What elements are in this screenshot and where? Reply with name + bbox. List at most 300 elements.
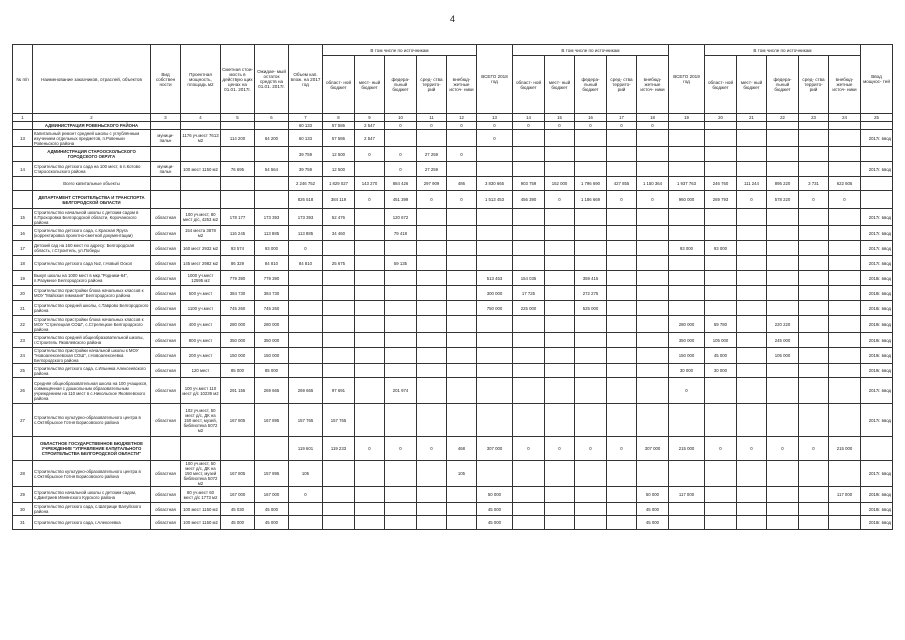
value-cell (669, 122, 705, 130)
value-cell (705, 147, 737, 162)
value-cell (737, 516, 767, 530)
value-cell (323, 516, 355, 530)
investment-table (12, 44, 893, 530)
capacity-cell: 100 мест 1150 м2 (181, 162, 221, 177)
value-cell: 3 830 665 (477, 177, 513, 191)
value-cell: 59 780 (705, 316, 737, 333)
value-cell: 297 909 (417, 177, 447, 191)
src-2017-4: внебюд- жетные источ- ники (447, 56, 477, 114)
ownership-cell: областная (151, 503, 181, 516)
value-cell (221, 147, 255, 162)
value-cell (385, 404, 417, 437)
row-number (13, 177, 33, 191)
row-number: 13 (13, 130, 33, 147)
value-cell (607, 209, 637, 226)
value-cell (417, 404, 447, 437)
value-cell (799, 271, 829, 286)
object-name: ОБЛАСТНОЕ ГОСУДАРСТВЕННОЕ БЮДЖЕТНОЕ УЧРЕЖДЕНИЕ "УПРАВЛЕНИЕ КАПИТАЛЬНОГО СТРОИТЕЛЬСТВА БЕЛГОРОДСКОЙ ОБЛАСТИ" (33, 437, 151, 461)
value-cell (705, 487, 737, 503)
value-cell (575, 333, 607, 348)
value-cell (323, 316, 355, 333)
row-number: 24 (13, 348, 33, 364)
value-cell: 93 574 (221, 241, 255, 256)
column-number: 6 (255, 114, 289, 122)
column-number: 2 (33, 114, 151, 122)
value-cell: 513 453 (477, 271, 513, 286)
commission-cell (861, 437, 893, 461)
ownership-cell: областная (151, 301, 181, 316)
table-row (13, 271, 893, 286)
capacity-cell (181, 177, 221, 191)
value-cell (669, 301, 705, 316)
capacity-cell: 160 мест 2932 м2 (181, 241, 221, 256)
value-cell (705, 209, 737, 226)
value-cell (799, 147, 829, 162)
value-cell: 0 (289, 241, 323, 256)
row-number: 16 (13, 226, 33, 241)
value-cell: 12 500 (323, 162, 355, 177)
value-cell (705, 301, 737, 316)
column-number: 9 (355, 114, 385, 122)
value-cell: 1 937 763 (669, 177, 705, 191)
src-2018-3: сред- ства террито- рий (607, 56, 637, 114)
ownership-cell: областная (151, 487, 181, 503)
value-cell: 745 260 (255, 301, 289, 316)
value-cell (737, 503, 767, 516)
ownership-cell: областная (151, 286, 181, 301)
value-cell (637, 348, 669, 364)
value-cell: 2 547 (355, 130, 385, 147)
column-number: 20 (705, 114, 737, 122)
value-cell (447, 301, 477, 316)
value-cell (323, 487, 355, 503)
value-cell (575, 162, 607, 177)
ownership-cell: областная (151, 209, 181, 226)
value-cell (607, 301, 637, 316)
header-kind: Вид собствен ности (151, 45, 181, 114)
header-remain: Ожидае- мый остаток средств на 01.01. 2017г. (255, 45, 289, 114)
value-cell (447, 256, 477, 271)
value-cell (417, 256, 447, 271)
value-cell: 0 (385, 162, 417, 177)
value-cell (355, 503, 385, 516)
value-cell (637, 286, 669, 301)
value-cell (385, 301, 417, 316)
ownership-cell (151, 177, 181, 191)
value-cell: 27 259 (417, 162, 447, 177)
table-row (13, 348, 893, 364)
value-cell (799, 503, 829, 516)
value-cell (447, 503, 477, 516)
value-cell (545, 364, 575, 378)
header-vol2018: ВСЕГО 2018 год (477, 45, 513, 114)
value-cell (355, 333, 385, 348)
value-cell (447, 162, 477, 177)
value-cell (575, 226, 607, 241)
value-cell (417, 333, 447, 348)
value-cell (545, 378, 575, 404)
section-row (13, 437, 893, 461)
value-cell: 30 000 (705, 364, 737, 378)
table-body (13, 122, 893, 530)
column-number: 3 (151, 114, 181, 122)
column-number: 5 (221, 114, 255, 122)
value-cell (829, 147, 861, 162)
value-cell (355, 256, 385, 271)
value-cell (737, 162, 767, 177)
object-name: Строительство детского сада, г.Алексеевка (33, 516, 151, 530)
value-cell (477, 461, 513, 487)
commission-cell: 2019г. ввод (861, 316, 893, 333)
value-cell: 167 000 (255, 487, 289, 503)
value-cell: 111 244 (737, 177, 767, 191)
value-cell: 85 000 (221, 364, 255, 378)
column-number: 11 (417, 114, 447, 122)
commission-cell: 2017г. ввод (861, 404, 893, 437)
commission-cell: 2019г. ввод (861, 348, 893, 364)
value-cell (637, 301, 669, 316)
object-name: Всего капитальные объекты (33, 177, 151, 191)
object-name: Выкуп школы на 1000 мест в мкр."Родники-84", п.Разумное Белгородского района (33, 271, 151, 286)
value-cell (323, 241, 355, 256)
value-cell: 57 586 (323, 122, 355, 130)
value-cell: 0 (607, 437, 637, 461)
commission-cell: 2018г. ввод (861, 503, 893, 516)
row-number: 25 (13, 364, 33, 378)
value-cell (799, 404, 829, 437)
ownership-cell: муници- пальн (151, 130, 181, 147)
capacity-cell (181, 191, 221, 209)
object-name: Детский сад на 160 мест по адресу: Белгородская область, г.Строитель, ул.Победы (33, 241, 151, 256)
value-cell: 59 135 (385, 256, 417, 271)
value-cell (447, 348, 477, 364)
column-number: 7 (289, 114, 323, 122)
value-cell (737, 461, 767, 487)
column-number-row (13, 114, 893, 122)
value-cell: 0 (355, 437, 385, 461)
value-cell (767, 122, 799, 130)
header-group-2018: В том числе по источникам (513, 45, 669, 56)
value-cell: 150 000 (221, 348, 255, 364)
value-cell (355, 404, 385, 437)
value-cell: 0 (607, 122, 637, 130)
row-number: 18 (13, 256, 33, 271)
ownership-cell: областная (151, 364, 181, 378)
value-cell: 307 000 (637, 437, 669, 461)
value-cell: 167 895 (255, 404, 289, 437)
object-name: АДМИНИСТРАЦИЯ РОВЕНЬСКОГО РАЙОНА (33, 122, 151, 130)
value-cell (323, 503, 355, 516)
value-cell (545, 301, 575, 316)
value-cell: 27 259 (417, 147, 447, 162)
value-cell (385, 461, 417, 487)
value-cell (255, 177, 289, 191)
value-cell (767, 516, 799, 530)
value-cell (767, 256, 799, 271)
value-cell (447, 241, 477, 256)
value-cell (417, 316, 447, 333)
value-cell (575, 516, 607, 530)
value-cell (607, 461, 637, 487)
value-cell (575, 461, 607, 487)
value-cell (323, 286, 355, 301)
table-row (13, 503, 893, 516)
row-number: 23 (13, 333, 33, 348)
value-cell (637, 316, 669, 333)
value-cell (637, 364, 669, 378)
value-cell (545, 348, 575, 364)
row-number: 21 (13, 301, 33, 316)
table-row (13, 487, 893, 503)
value-cell (323, 271, 355, 286)
value-cell (417, 130, 447, 147)
column-number: 16 (575, 114, 607, 122)
value-cell (669, 286, 705, 301)
value-cell (829, 271, 861, 286)
value-cell (705, 271, 737, 286)
commission-cell: 2019г. ввод (861, 333, 893, 348)
value-cell (669, 130, 705, 147)
value-cell: 45 000 (637, 503, 669, 516)
src-2017-1: мест- ный бюджет (355, 56, 385, 114)
value-cell: 903 759 (513, 177, 545, 191)
value-cell: 451 399 (385, 191, 417, 209)
commission-cell: 2018г. ввод (861, 301, 893, 316)
value-cell: 157 765 (289, 404, 323, 437)
value-cell: 152 000 (545, 177, 575, 191)
value-cell: 779 390 (221, 271, 255, 286)
value-cell (575, 378, 607, 404)
value-cell: 150 000 (669, 348, 705, 364)
value-cell (799, 286, 829, 301)
value-cell (669, 209, 705, 226)
value-cell: 779 390 (255, 271, 289, 286)
capacity-cell (181, 147, 221, 162)
value-cell: 280 000 (669, 316, 705, 333)
value-cell (829, 348, 861, 364)
value-cell: 150 000 (255, 348, 289, 364)
value-cell (637, 130, 669, 147)
value-cell: 0 (669, 378, 705, 404)
commission-cell: 2017г. ввод (861, 378, 893, 404)
value-cell: 45 000 (477, 503, 513, 516)
commission-cell: 2018г. ввод (861, 271, 893, 286)
value-cell (513, 348, 545, 364)
value-cell (607, 333, 637, 348)
value-cell (575, 364, 607, 378)
value-cell (669, 162, 705, 177)
value-cell (477, 333, 513, 348)
value-cell (513, 130, 545, 147)
value-cell (385, 503, 417, 516)
value-cell (477, 241, 513, 256)
value-cell (447, 404, 477, 437)
value-cell: 45 000 (637, 516, 669, 530)
value-cell (513, 487, 545, 503)
value-cell (385, 271, 417, 286)
column-number: 17 (607, 114, 637, 122)
value-cell: 93 000 (255, 241, 289, 256)
value-cell (477, 364, 513, 378)
value-cell (829, 130, 861, 147)
value-cell: 0 (447, 147, 477, 162)
capacity-cell: 145 мест 2982 м2 (181, 256, 221, 271)
value-cell (575, 348, 607, 364)
value-cell (767, 487, 799, 503)
object-name: ДЕПАРТАМЕНТ СТРОИТЕЛЬСТВА И ТРАНСПОРТА БЕЛГОРОДСКОЙ ОБЛАСТИ (33, 191, 151, 209)
value-cell: 93 000 (705, 241, 737, 256)
value-cell (705, 404, 737, 437)
header-vol2017: Объем кап. влож. на 2017 год (289, 45, 323, 114)
table-row (13, 130, 893, 147)
value-cell (767, 162, 799, 177)
value-cell (607, 271, 637, 286)
commission-cell (861, 191, 893, 209)
ownership-cell (151, 191, 181, 209)
value-cell (447, 487, 477, 503)
value-cell: 0 (385, 147, 417, 162)
value-cell (355, 209, 385, 226)
value-cell (767, 286, 799, 301)
value-cell (221, 191, 255, 209)
value-cell (355, 364, 385, 378)
column-number: 21 (737, 114, 767, 122)
capacity-cell: 500 уч.мест (181, 286, 221, 301)
value-cell: 12 500 (323, 147, 355, 162)
value-cell: 895 220 (767, 177, 799, 191)
value-cell (767, 271, 799, 286)
capacity-cell: 800 уч.мест (181, 333, 221, 348)
value-cell: 76 695 (221, 162, 255, 177)
object-name: Строительство средней школы, с.Таврово Белгородского района (33, 301, 151, 316)
column-number: 8 (323, 114, 355, 122)
ownership-cell: областная (151, 271, 181, 286)
value-cell (705, 286, 737, 301)
value-cell (737, 241, 767, 256)
value-cell: 0 (355, 147, 385, 162)
value-cell (575, 487, 607, 503)
commission-cell: 2018г. ввод (861, 516, 893, 530)
value-cell: 117 000 (829, 487, 861, 503)
commission-cell: 2017г. ввод (861, 209, 893, 226)
value-cell (607, 147, 637, 162)
row-number: 14 (13, 162, 33, 177)
value-cell (385, 348, 417, 364)
value-cell (355, 487, 385, 503)
value-cell (477, 209, 513, 226)
value-cell (289, 516, 323, 530)
table-row (13, 241, 893, 256)
value-cell (767, 226, 799, 241)
value-cell: 85 000 (255, 364, 289, 378)
value-cell (513, 461, 545, 487)
value-cell: 1 829 027 (323, 177, 355, 191)
value-cell: 525 000 (575, 301, 607, 316)
column-number: 14 (513, 114, 545, 122)
table-row (13, 209, 893, 226)
value-cell (767, 461, 799, 487)
commission-cell: 2017г. ввод (861, 226, 893, 241)
value-cell (669, 226, 705, 241)
value-cell (767, 147, 799, 162)
value-cell: 105 000 (705, 333, 737, 348)
value-cell: 300 000 (477, 286, 513, 301)
table-row (13, 461, 893, 487)
value-cell (513, 147, 545, 162)
value-cell: 57 586 (323, 130, 355, 147)
table-row (13, 378, 893, 404)
row-number: 27 (13, 404, 33, 437)
capacity-cell (181, 437, 221, 461)
value-cell (829, 333, 861, 348)
value-cell: 0 (767, 437, 799, 461)
value-cell (477, 404, 513, 437)
ownership-cell: областная (151, 226, 181, 241)
value-cell (607, 241, 637, 256)
src-2019-1: мест- ный бюджет (737, 56, 767, 114)
value-cell: 60 133 (289, 130, 323, 147)
capacity-cell: 80 уч.мест 60 мест д/с 1773 м2 (181, 487, 221, 503)
src-2019-0: област- ной бюджет (705, 56, 737, 114)
value-cell (767, 378, 799, 404)
value-cell: 52 476 (323, 209, 355, 226)
value-cell (545, 209, 575, 226)
value-cell (447, 333, 477, 348)
value-cell (289, 503, 323, 516)
value-cell (417, 286, 447, 301)
value-cell (799, 316, 829, 333)
object-name: Строительство детского сада на 100 мест, в п.Котово Старооскольского района (33, 162, 151, 177)
total-row (13, 177, 893, 191)
value-cell: 280 000 (255, 316, 289, 333)
value-cell (447, 271, 477, 286)
value-cell: 745 260 (221, 301, 255, 316)
value-cell: 0 (477, 122, 513, 130)
value-cell (637, 461, 669, 487)
value-cell: 0 (737, 437, 767, 461)
value-cell (829, 286, 861, 301)
value-cell (637, 378, 669, 404)
value-cell (799, 333, 829, 348)
capacity-cell: 1176 уч.мест 7613 м2 (181, 130, 221, 147)
value-cell: 884 426 (385, 177, 417, 191)
value-cell (255, 122, 289, 130)
value-cell: 105 (289, 461, 323, 487)
value-cell (607, 256, 637, 271)
capacity-cell (181, 122, 221, 130)
column-number: 23 (799, 114, 829, 122)
value-cell (355, 226, 385, 241)
ownership-cell: муници- пальн (151, 162, 181, 177)
commission-cell: 2017г. ввод (861, 241, 893, 256)
value-cell (355, 286, 385, 301)
value-cell (221, 177, 255, 191)
value-cell: 215 000 (669, 437, 705, 461)
table-row (13, 162, 893, 177)
value-cell (323, 364, 355, 378)
value-cell (545, 162, 575, 177)
commission-cell: 2017г. ввод (861, 130, 893, 147)
value-cell (513, 226, 545, 241)
value-cell (513, 241, 545, 256)
value-cell: 45 000 (255, 503, 289, 516)
value-cell (705, 122, 737, 130)
value-cell: 45 000 (705, 348, 737, 364)
column-number: 13 (477, 114, 513, 122)
value-cell (385, 286, 417, 301)
value-cell: 39 759 (289, 162, 323, 177)
value-cell (417, 241, 447, 256)
